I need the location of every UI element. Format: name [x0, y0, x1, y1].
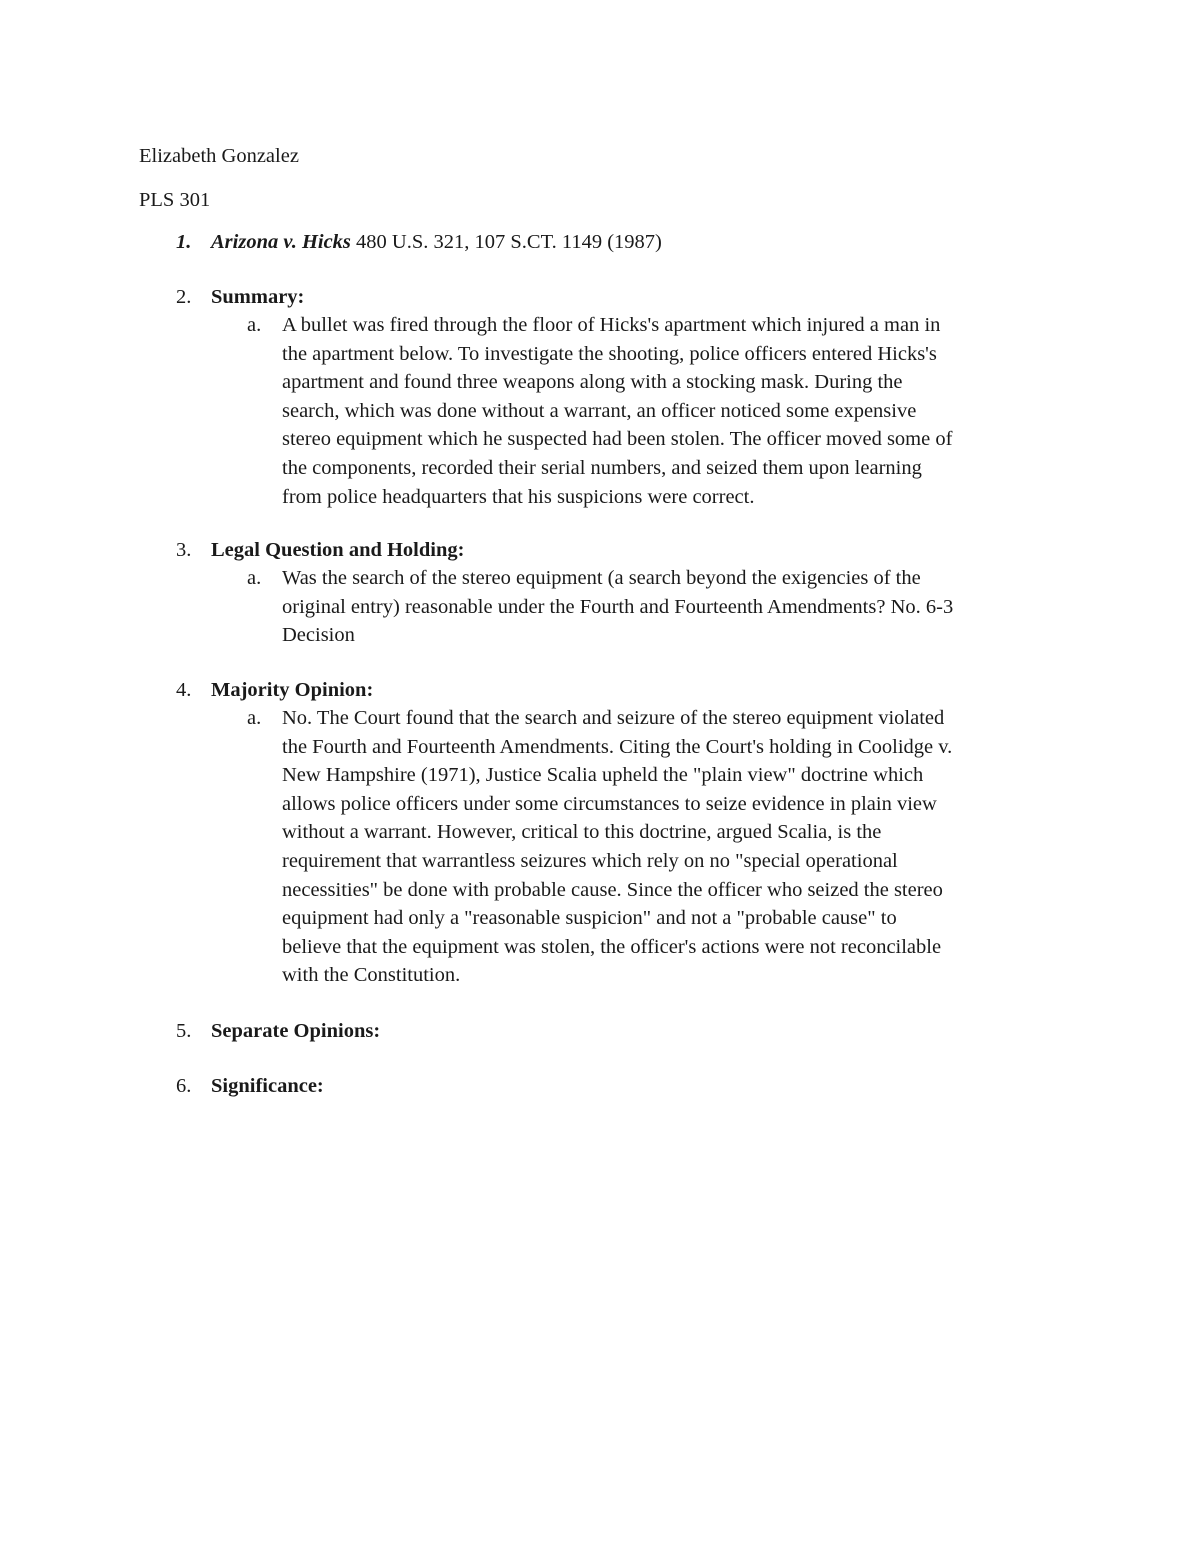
item-number: 4. [176, 679, 192, 701]
text-line: believe that the equipment was stolen, the officer's actions were not reconcilable [282, 935, 942, 958]
text-line: A bullet was fired through the floor of Hicks's apartment which injured a man in [282, 314, 941, 336]
separate-opinions-section [139, 1017, 1069, 1045]
majority-opinion-text [282, 704, 1062, 990]
sub-letter: a. [247, 567, 262, 589]
text-line: necessities" be done with probable cause. Since the officer who seized the stereo [282, 878, 943, 901]
text-line: the apartment below. To investigate the shooting, police officers entered Hicks's [282, 342, 937, 365]
case-citation: 480 U.S. 321, 107 S.CT. 1149 (1987) [350, 231, 662, 253]
case-title [211, 228, 1069, 256]
text-line: allows police officers under some circumstances to seize evidence in plain view [282, 792, 937, 815]
section-heading: Majority Opinion: [211, 679, 374, 701]
majority-opinion-section [139, 676, 1069, 990]
author-name: Elizabeth Gonzalez [139, 145, 299, 167]
significance-section [139, 1072, 1069, 1100]
majority-opinion-subitem [139, 704, 1069, 990]
text-line: Decision [282, 624, 355, 647]
legal-question-text [282, 564, 1062, 650]
item-number: 2. [176, 286, 192, 308]
sub-letter: a. [247, 314, 262, 336]
section-heading: Legal Question and Holding: [211, 539, 465, 561]
summary-subitem [139, 311, 1069, 511]
case-title-item [139, 228, 1069, 256]
text-line: the components, recorded their serial numbers, and seized them upon learning [282, 456, 922, 479]
section-heading: Separate Opinions: [211, 1020, 381, 1042]
sub-letter: a. [247, 707, 262, 729]
legal-question-subitem [139, 564, 1069, 650]
text-line: No. The Court found that the search and seizure of the stereo equipment violated [282, 707, 945, 729]
item-number: 5. [176, 1020, 192, 1042]
text-line: stereo equipment which he suspected had been stolen. The officer moved some of [282, 428, 953, 451]
text-line: apartment and found three weapons along with a stocking mask. During the [282, 371, 903, 394]
legal-question-section [139, 536, 1069, 650]
text-line: the Fourth and Fourteenth Amendments. Citing the Court's holding in Coolidge v. [282, 735, 953, 758]
case-name: Arizona v. Hicks [211, 231, 351, 253]
item-number: 6. [176, 1075, 192, 1097]
text-line: without a warrant. However, critical to this doctrine, argued Scalia, is the [282, 821, 882, 844]
text-line: Was the search of the stereo equipment (a search beyond the exigencies of the [282, 567, 921, 589]
item-number: 3. [176, 539, 192, 561]
item-number: 1. [176, 231, 192, 253]
text-line: from police headquarters that his suspicions were correct. [282, 485, 755, 508]
summary-text [282, 311, 1062, 511]
section-heading: Summary: [211, 286, 305, 308]
text-line: requirement that warrantless seizures which rely on no "special operational [282, 849, 898, 872]
text-line: equipment had only a "reasonable suspicion" and not a "probable cause" to [282, 907, 897, 930]
course-code: PLS 301 [139, 189, 211, 211]
text-line: New Hampshire (1971), Justice Scalia upheld the "plain view" doctrine which [282, 764, 924, 787]
summary-section [139, 283, 1069, 511]
section-heading: Significance: [211, 1075, 324, 1097]
text-line: search, which was done without a warrant, an officer noticed some expensive [282, 399, 917, 422]
text-line: original entry) reasonable under the Fourth and Fourteenth Amendments? No. 6-3 [282, 595, 954, 618]
text-line: with the Constitution. [282, 964, 461, 987]
